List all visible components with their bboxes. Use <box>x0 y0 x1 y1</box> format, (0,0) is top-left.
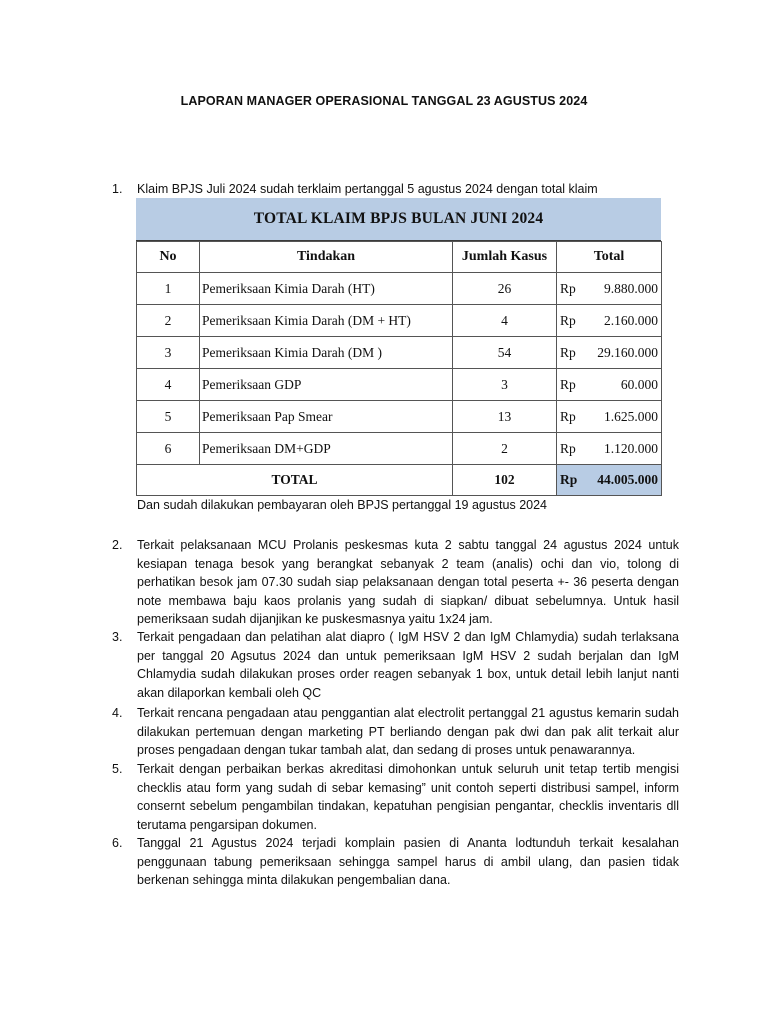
currency-label: Rp <box>560 376 576 392</box>
amount: 2.160.000 <box>604 312 658 328</box>
cell-total <box>557 305 662 337</box>
cell-total <box>557 369 662 401</box>
list-text: Terkait pelaksanaan MCU Prolanis peskesmas kuta 2 sabtu tanggal 24 agustus 2024 untuk kesiapan tenaga besok yang berangkat sebanyak 2 team (analis) ochi dan vio, tolong di perhatikan besok jam 07.30 sudah siap pelaksanaan dengan total peserta +- 36 peserta dengan note membawa baju kaos prolanis yang sudah di siapkan/ dibuat sebelumnya. Untuk hasil pemeriksaan sudah dijanjikan ke puskesmasnya yaitu 1x24 jam. <box>137 538 679 627</box>
header-jumlah-kasus: Jumlah Kasus <box>453 242 557 273</box>
cell-tindakan: Pemeriksaan Kimia Darah (DM ) <box>200 337 453 369</box>
currency-label: Rp <box>560 280 576 296</box>
list-number: 2. <box>112 538 123 552</box>
cell-jumlah: 4 <box>453 305 557 337</box>
list-number: 6. <box>112 836 123 850</box>
list-text: Klaim BPJS Juli 2024 sudah terklaim pertanggal 5 agustus 2024 dengan total klaim <box>137 182 598 196</box>
table-header-row <box>137 242 662 273</box>
list-number: 3. <box>112 630 123 644</box>
cell-no: 6 <box>137 433 200 465</box>
cell-total <box>557 401 662 433</box>
cell-jumlah: 54 <box>453 337 557 369</box>
total-amount: 44.005.000 <box>597 472 658 487</box>
cell-jumlah: 26 <box>453 273 557 305</box>
table-row <box>137 433 662 465</box>
cell-no: 1 <box>137 273 200 305</box>
cell-total <box>557 433 662 465</box>
cell-no: 3 <box>137 337 200 369</box>
amount: 60.000 <box>620 376 658 392</box>
total-amount-cell <box>557 465 662 496</box>
table-total-row <box>137 465 662 496</box>
currency-label: Rp <box>560 440 576 456</box>
cell-jumlah: 13 <box>453 401 557 433</box>
list-text: Terkait rencana pengadaan atau penggantian alat electrolit pertanggal 21 agustus kemarin sudah dilakukan pertemuan dengan marketing PT berliando dengan pak dwi dan pak alit terkait alur proses pengadaan dengan tukar tambah alat, dan sedang di proses untuk penawarannya. <box>137 706 679 758</box>
claims-table <box>136 198 661 496</box>
currency-label: Rp <box>560 472 578 487</box>
currency-label: Rp <box>560 408 576 424</box>
list-number: 1. <box>112 182 123 196</box>
currency-label: Rp <box>560 344 576 360</box>
list-text: Terkait pengadaan dan pelatihan alat diapro ( IgM HSV 2 dan IgM Chlamydia) sudah terlaksana per tanggal 20 Agsutus 2024 dan untuk pemeriksaan IgM HSV 2 sudah berjalan dan IgM Chlamydia sudah dilakukan proses order reagen sebanyak 1 box, untuk detail lebih lanjut nanti akan dilaporkan kembali oleh QC <box>137 630 679 700</box>
amount: 29.160.000 <box>597 344 658 360</box>
cell-tindakan: Pemeriksaan Pap Smear <box>200 401 453 433</box>
list-text: Terkait dengan perbaikan berkas akreditasi dimohonkan untuk seluruh unit tetap tertib mengisi checklis atau form yang sudah di sebar kemasing” unit contoh seperti distribusi sampel, inform consernt sebelum pengambilan tindakan, kepatuhan pengisian pengantar, checklis inventaris dll terutama pengarsipan dokumen. <box>137 762 679 832</box>
cell-no: 4 <box>137 369 200 401</box>
cell-total <box>557 337 662 369</box>
amount: 1.120.000 <box>604 440 658 456</box>
header-total: Total <box>557 242 662 273</box>
table-title: TOTAL KLAIM BPJS BULAN JUNI 2024 <box>136 198 661 241</box>
header-no: No <box>137 242 200 273</box>
currency-label: Rp <box>560 312 576 328</box>
cell-no: 5 <box>137 401 200 433</box>
total-jumlah: 102 <box>453 465 557 496</box>
list-text: Tanggal 21 Agustus 2024 terjadi komplain pasien di Ananta lodtunduh terkait kesalahan penggunaan tabung pemeriksaan sehingga sampel harus di ambil ulang, dan pasien tidak berkenan sehingga minta dilakukan pengembalian dana. <box>137 836 679 888</box>
total-label: TOTAL <box>137 465 453 496</box>
header-tindakan: Tindakan <box>200 242 453 273</box>
table-row <box>137 273 662 305</box>
cell-tindakan: Pemeriksaan Kimia Darah (DM + HT) <box>200 305 453 337</box>
amount: 9.880.000 <box>604 280 658 296</box>
table-row <box>137 337 662 369</box>
cell-tindakan: Pemeriksaan DM+GDP <box>200 433 453 465</box>
cell-tindakan: Pemeriksaan Kimia Darah (HT) <box>200 273 453 305</box>
table-row <box>137 369 662 401</box>
document-title: LAPORAN MANAGER OPERASIONAL TANGGAL 23 AGUSTUS 2024 <box>180 94 588 108</box>
cell-jumlah: 2 <box>453 433 557 465</box>
table-row <box>137 305 662 337</box>
cell-no: 2 <box>137 305 200 337</box>
amount: 1.625.000 <box>604 408 658 424</box>
payment-note-text: Dan sudah dilakukan pembayaran oleh BPJS pertanggal 19 agustus 2024 <box>137 498 548 512</box>
table-row <box>137 401 662 433</box>
list-number: 5. <box>112 762 123 776</box>
list-number: 4. <box>112 706 123 720</box>
cell-tindakan: Pemeriksaan GDP <box>200 369 453 401</box>
cell-total <box>557 273 662 305</box>
cell-jumlah: 3 <box>453 369 557 401</box>
